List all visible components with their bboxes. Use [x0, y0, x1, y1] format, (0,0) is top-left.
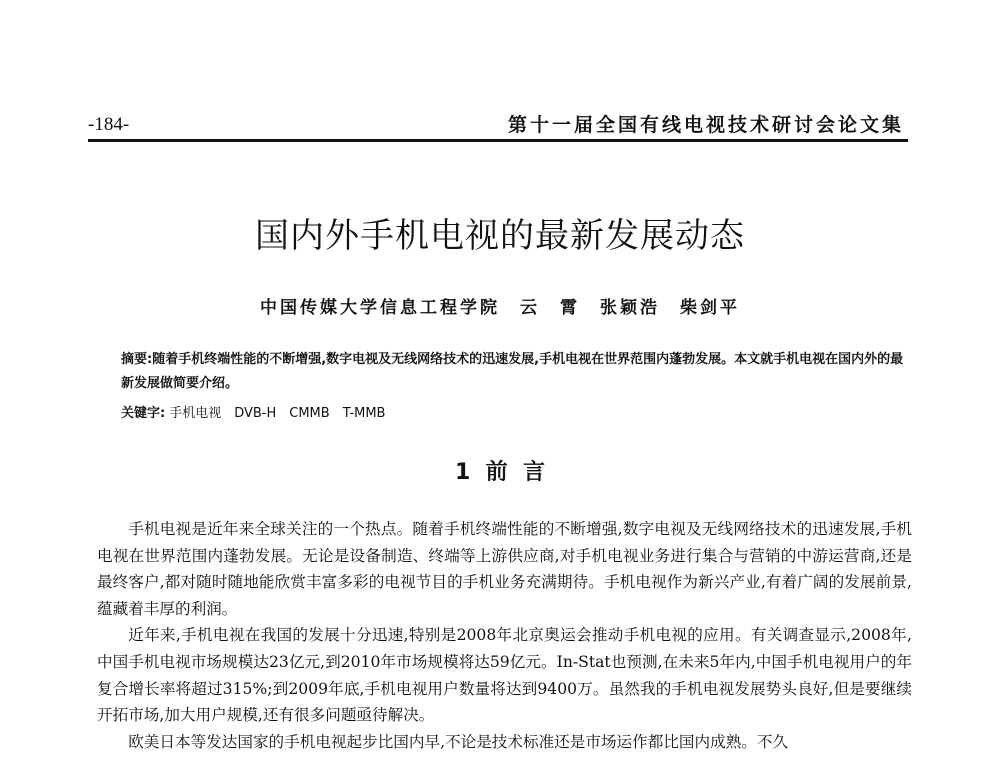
- paragraph: 手机电视是近年来全球关注的一个热点。随着手机终端性能的不断增强,数字电视及无线网络技术的迅速发展,手机电视在世界范围内蓬勃发展。无论是设备制造、终端等上游供应商,对手机电视业务进行集合与营销的中游运营商,还是最终客户,都对随时随地能欣赏丰富多彩的电视节目的手机业务充满期待。手机电视作为新兴产业,有着广阔的发展前景,蕴藏着丰厚的利润。: [97, 520, 912, 618]
- body-text: [97, 516, 912, 749]
- paper-title: 国内外手机电视的最新发展动态: [255, 216, 745, 256]
- paragraph: 欧美日本等发达国家的手机电视起步比国内早,不论是技术标准还是市场运作都比国内成熟。不久: [128, 732, 789, 749]
- header-rule: [88, 139, 908, 142]
- page-number: -184-: [88, 114, 130, 135]
- abstract: [97, 348, 912, 396]
- author-affiliation-line: 中国传媒大学信息工程学院 云 霄 张颖浩 柴剑平: [260, 298, 740, 318]
- keywords-label: 关键字:: [121, 406, 166, 421]
- abstract-label: 摘要:: [121, 352, 153, 367]
- running-header-title: 第十一届全国有线电视技术研讨会论文集: [507, 114, 904, 136]
- abstract-text: 随着手机终端性能的不断增强,数字电视及无线网络技术的迅速发展,手机电视在世界范围内蓬勃发展。本文就手机电视在国内外的最新发展做简要介绍。: [121, 352, 904, 391]
- section-heading: 1 前 言: [455, 460, 545, 485]
- keywords: [121, 402, 385, 421]
- paragraph: 近年来,手机电视在我国的发展十分迅速,特别是2008年北京奥运会推动手机电视的应用。有关调查显示,2008年,中国手机电视市场规模达23亿元,到2010年市场规模将达59亿元。In-Stat也预测,在未来5年内,中国手机电视用户的年复合增长率将超过315%;到2009年底,手机电视用户数量将达到9400万。虽然我的手机电视发展势头良好,但是要继续开拓市场,加大用户规模,还有很多问题亟待解决。: [97, 626, 912, 725]
- keywords-terms: 手机电视 DVB-H CMMB T-MMB: [169, 406, 386, 421]
